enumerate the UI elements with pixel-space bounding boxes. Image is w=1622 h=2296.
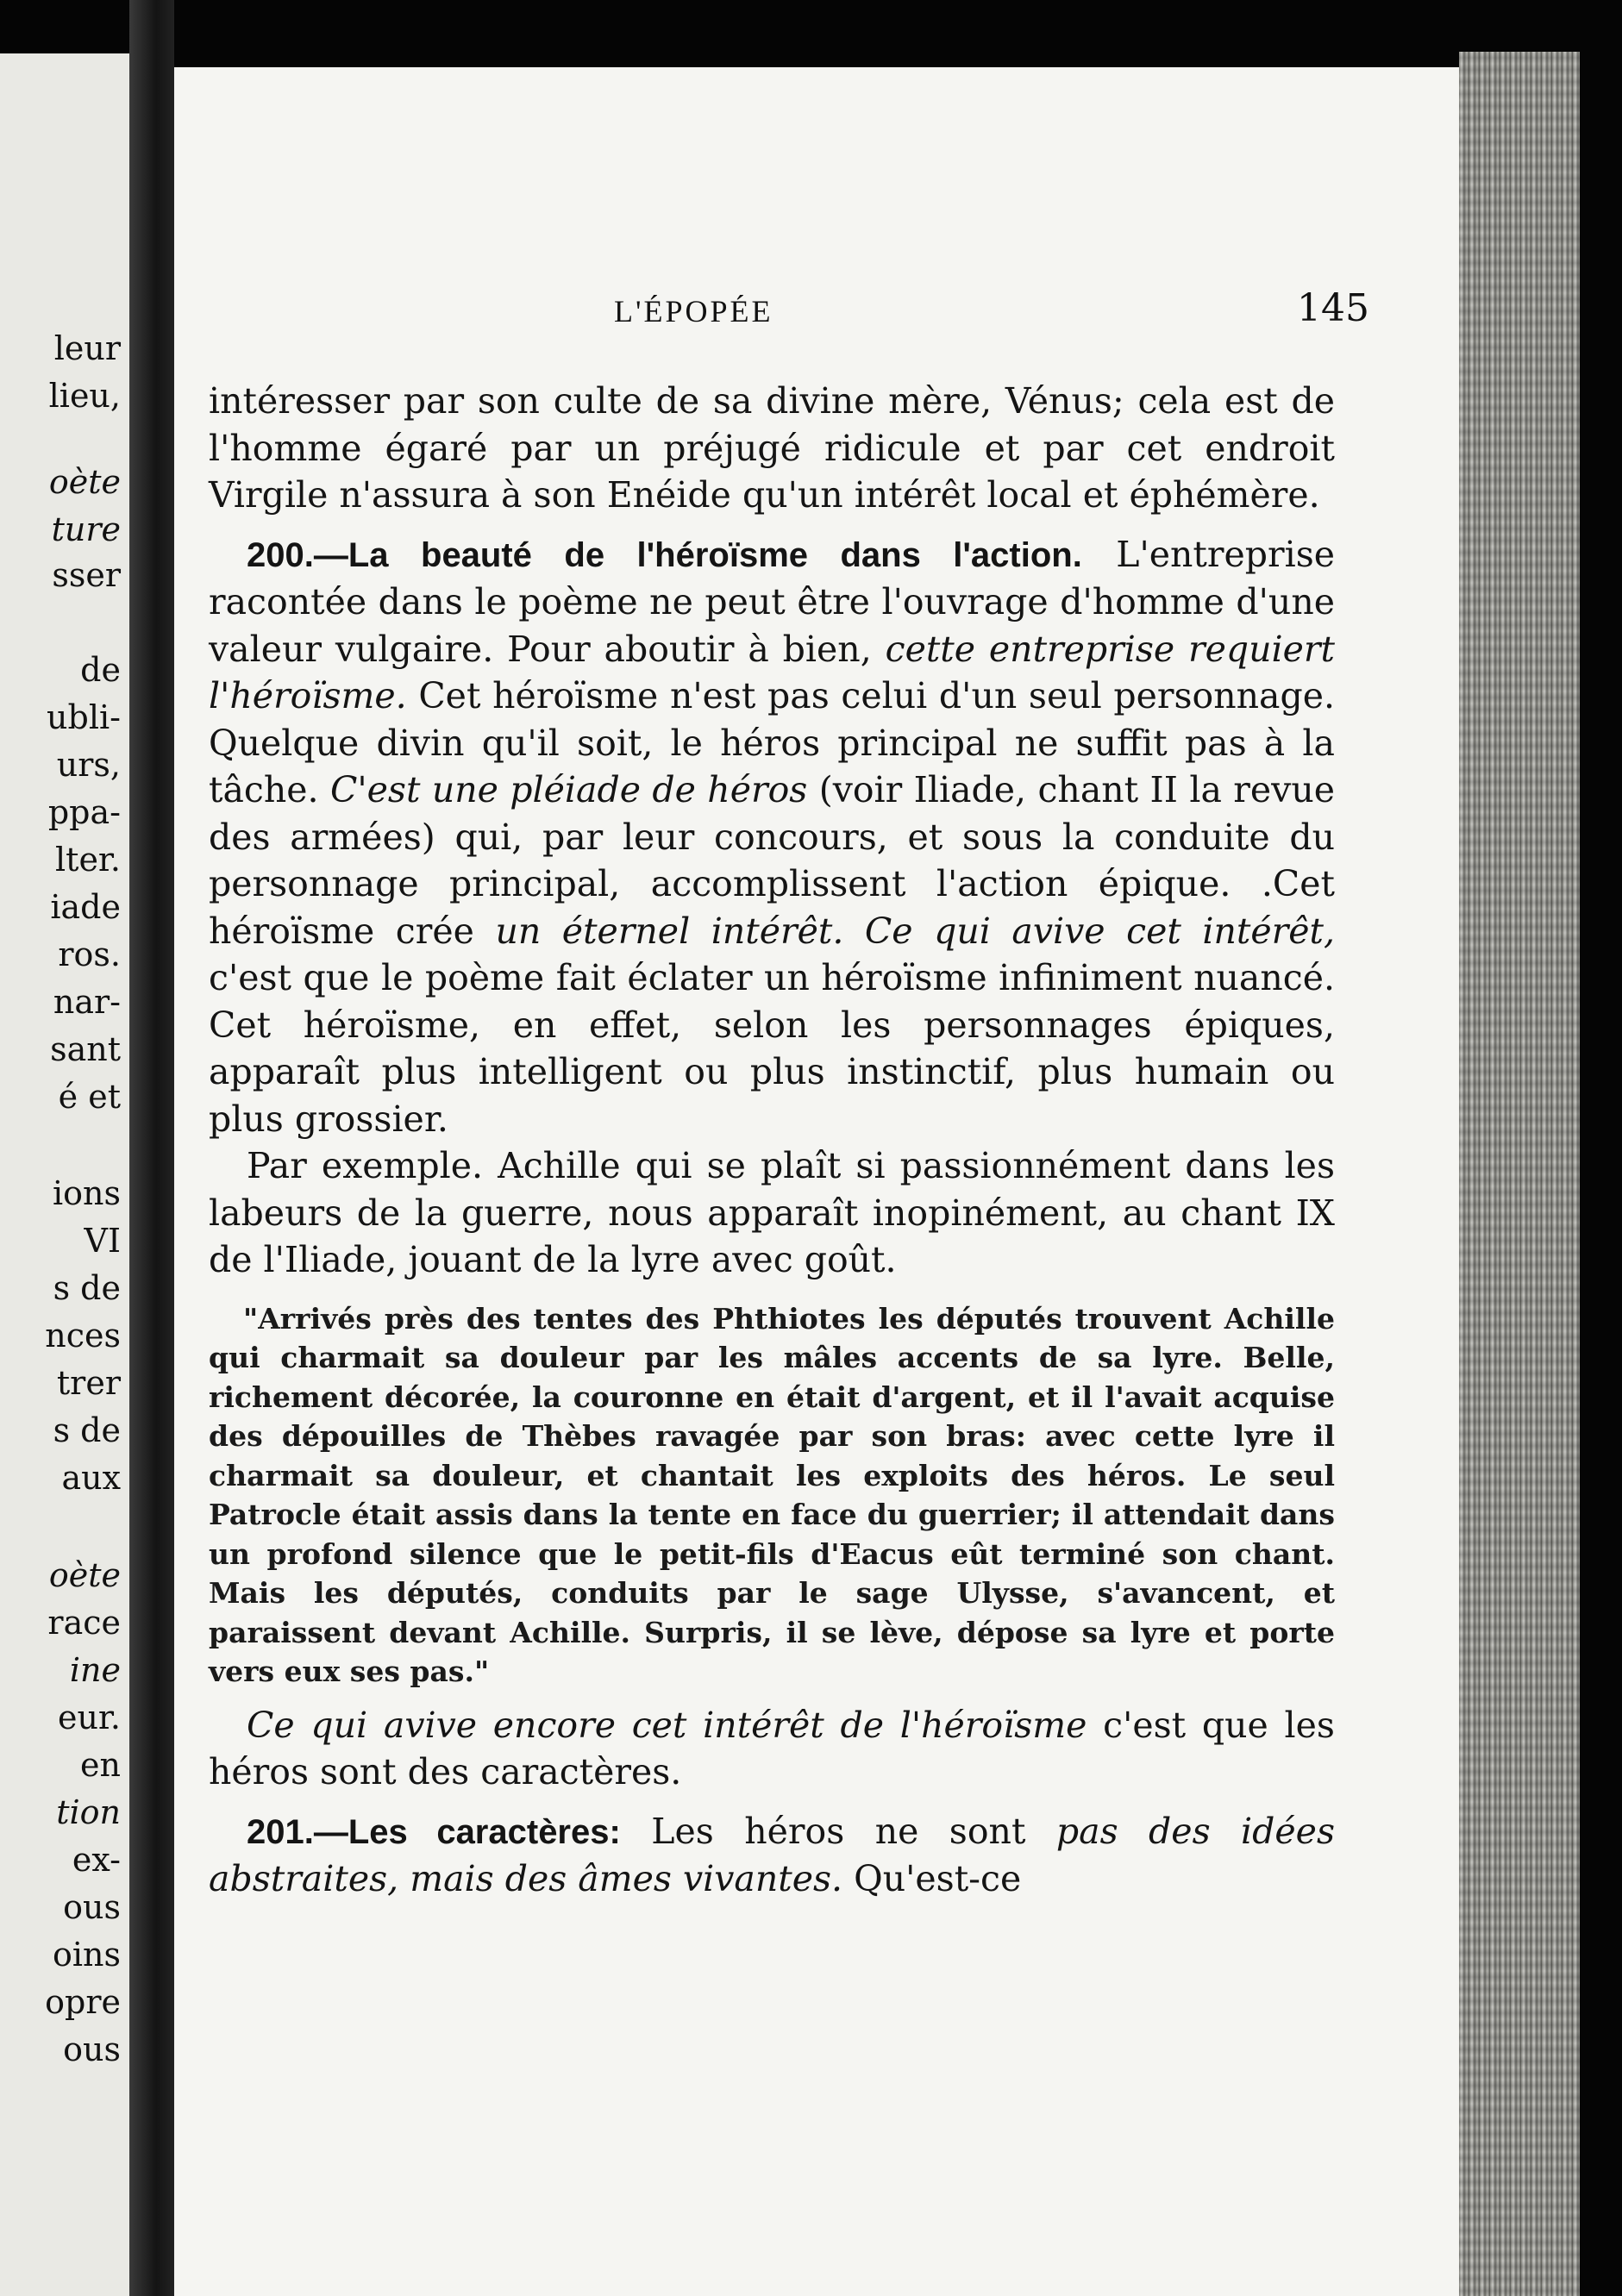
- left-page-fragment: trer: [56, 1364, 121, 1402]
- paragraph-continuation: intéresser par son culte de sa divine mère, Vénus; cela est de l'homme égaré par un préjugé ridicule et par cet endroit Virgile n'assura à son Enéide qu'un intérêt local et éphémère.: [209, 380, 1335, 516]
- section-200-number: 200.—: [247, 535, 348, 574]
- left-page-fragment: é et: [58, 1078, 121, 1116]
- background-edge: [1580, 0, 1622, 2296]
- left-page-fragment: ubli-: [47, 698, 121, 736]
- paragraph-achille: Par exemple. Achille qui se plaît si passionnément dans les labeurs de la guerre, nous apparaît inopinément, au chant IX de l'Iliade, jouant de la lyre avec goût.: [209, 1145, 1335, 1280]
- left-page-fragment: ppa-: [47, 793, 121, 831]
- page-number: 145: [1297, 286, 1369, 330]
- paragraph-caracteres: Ce qui avive encore cet intérêt de l'héroïsme c'est que les héros sont des caractères.: [209, 1704, 1335, 1792]
- section-200-heading: La beauté de l'héroïsme dans l'action.: [348, 535, 1082, 574]
- left-page-fragment: aux: [61, 1459, 121, 1497]
- book-gutter: [129, 0, 174, 2296]
- left-page-fragment: sant: [50, 1030, 121, 1068]
- left-page-fragment: lieu,: [48, 377, 121, 415]
- emphasis: Ce qui avive encore cet intérêt de l'héroïsme: [247, 1704, 1087, 1746]
- left-page-fragment: oins: [52, 1936, 121, 1974]
- left-page-fragment: ex-: [72, 1841, 121, 1879]
- left-page-fragment: race: [47, 1604, 121, 1642]
- body-text: [209, 378, 1335, 1903]
- left-page-fragment: iade: [50, 888, 121, 926]
- running-title: L'ÉPOPÉE: [614, 294, 773, 328]
- emphasis: pas des idées abstraites, mais des âmes vivantes.: [209, 1810, 1335, 1899]
- left-page-fragment: s de: [53, 1411, 121, 1449]
- page-edges-shade: [1459, 52, 1580, 2296]
- running-head: [174, 286, 1459, 336]
- emphasis: cette entreprise requiert l'héroïsme.: [209, 628, 1336, 716]
- left-page-fragment: ine: [69, 1651, 121, 1689]
- left-page-fragment: urs,: [56, 746, 121, 784]
- left-facing-page: [0, 53, 129, 2296]
- left-page-fragment: oète: [48, 463, 121, 501]
- left-page-fragment: ous: [63, 1888, 121, 1926]
- left-page-fragment: nar-: [53, 983, 121, 1021]
- section-200: 200.—La beauté de l'héroïsme dans l'action. L'entreprise racontée dans le poème ne peut être l'ouvrage d'homme d'une valeur vulgaire. Pour aboutir à bien, cette entreprise requiert l'héroïsme. Cet héroïsme n'est pas celui d'un seul personnage. Quelque divin qu'il soit, le héros principal ne suffit pas à la tâche. C'est une pléiade de héros (voir Iliade, chant II la revue des armées) qui, par leur concours, et sous la conduite du personnage principal, accomplissent l'action épique. .Cet héroïsme crée un éternel intérêt. Ce qui avive cet intérêt, c'est que le poème fait éclater un héroïsme infiniment nuancé. Cet héroïsme, en effet, selon les personnages épiques, apparaît plus intelligent ou plus instinctif, plus humain ou plus grossier.: [209, 533, 1336, 1140]
- left-page-fragment: de: [80, 651, 121, 689]
- left-page-fragment: sser: [52, 556, 121, 594]
- left-page-fragment: ros.: [58, 935, 121, 973]
- emphasis: C'est une pléiade de héros: [330, 769, 808, 810]
- section-201: 201.—Les caractères: Les héros ne sont pas des idées abstraites, mais des âmes vivantes. Qu'est-ce: [209, 1810, 1335, 1899]
- left-page-fragment: leur: [53, 329, 121, 367]
- block-quote: "Arrivés près des tentes des Phthiotes les députés trouvent Achille qui charmait sa douleur par les mâles accents de sa lyre. Belle, richement décorée, la couronne en était d'argent, et il l'avait acquise des dépouilles de Thèbes ravagée par son bras: avec cette lyre il charmait sa douleur, et chantait les exploits des héros. Le seul Patrocle était assis dans la tente en face du guerrier; il attendait dans un profond silence que le petit-fils d'Eacus eût terminé son chant. Mais les députés, conduits par le sage Ulysse, s'avancent, et paraissent devant Achille. Surpris, il se lève, dépose sa lyre et porte vers eux ses pas.": [209, 1301, 1335, 1688]
- main-page: [174, 67, 1459, 2296]
- left-page-fragment: ture: [51, 510, 121, 548]
- left-page-fragment: VI: [84, 1222, 121, 1260]
- left-page-fragment: ous: [63, 2030, 121, 2068]
- left-page-fragment: nces: [45, 1317, 121, 1354]
- left-page-fragment: lter.: [55, 841, 121, 879]
- left-page-fragment: eur.: [57, 1699, 121, 1736]
- left-page-fragment: ions: [52, 1174, 121, 1212]
- left-page-fragment: en: [80, 1746, 121, 1784]
- section-201-number: 201.—: [247, 1812, 348, 1851]
- left-page-fragment: s de: [53, 1269, 121, 1307]
- section-201-heading: Les caractères:: [348, 1812, 621, 1851]
- left-page-text-fragments: [0, 53, 129, 2296]
- left-page-fragment: opre: [45, 1983, 121, 2021]
- left-page-fragment: tion: [56, 1793, 121, 1831]
- left-page-fragment: oète: [48, 1556, 121, 1594]
- emphasis: un éternel intérêt. Ce qui avive cet intérêt,: [495, 910, 1335, 952]
